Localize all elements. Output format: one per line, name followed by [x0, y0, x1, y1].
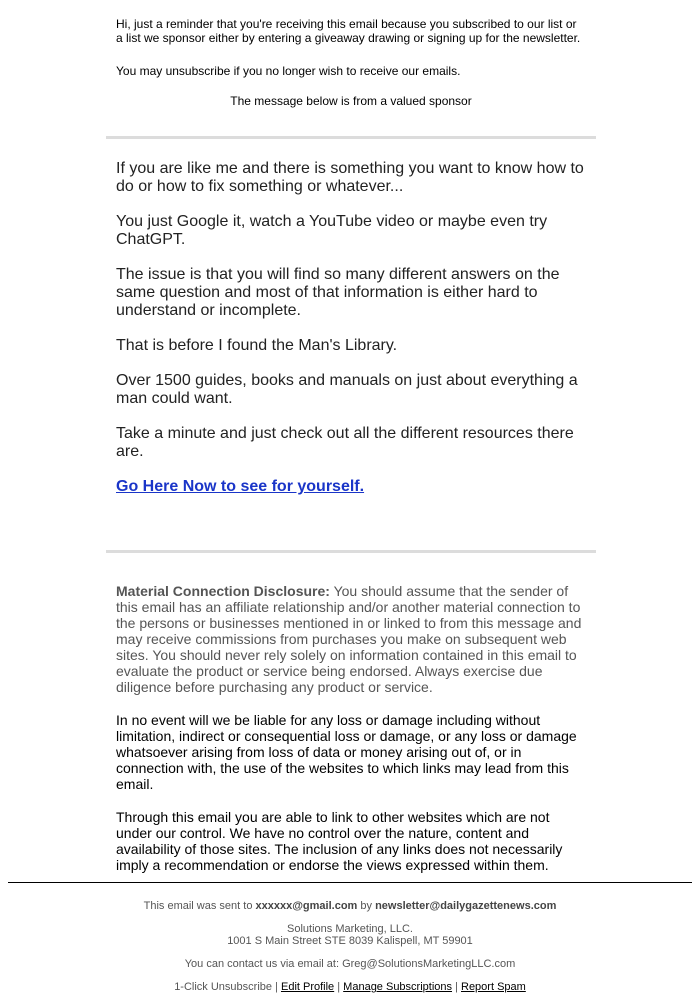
- sponsor-note: The message below is from a valued sponsor: [230, 94, 472, 108]
- separator: |: [452, 981, 461, 993]
- disclosure-paragraph: [116, 583, 586, 695]
- liability-paragraph: In no event will we be liable for any loss or damage including without limitation, indirect or consequential loss or damage, or any loss or damage whatsoever arising from loss of data or money arising out of, or in connection with, the use of the websites to which links may lead from this email.: [116, 712, 577, 792]
- divider: [106, 550, 596, 553]
- message-paragraph: The issue is that you will find so many different answers on the same question and most of that information is either hard to understand or incomplete.: [116, 266, 560, 319]
- sender-email: newsletter@dailygazettenews.com: [375, 900, 557, 912]
- message-paragraph: You just Google it, watch a YouTube video or maybe even try ChatGPT.: [116, 213, 548, 248]
- unsubscribe-note: You may unsubscribe if you no longer wish to receive our emails.: [116, 64, 461, 78]
- message-paragraph: Over 1500 guides, books and manuals on just about everything a man could want.: [116, 372, 578, 407]
- external-links-paragraph: Through this email you are able to link to other websites which are not under our control. We have no control over the nature, content and availability of those sites. The inclusion of any links does not necessarily imply a recommendation or endorse the views expressed within them.: [116, 809, 563, 873]
- disclosure-label: Material Connection Disclosure:: [116, 583, 330, 599]
- separator: |: [334, 981, 344, 993]
- company-info: [0, 923, 700, 947]
- recipient-email: xxxxxx@gmail.com: [255, 900, 358, 912]
- disclosure-text: You should assume that the sender of this email has an affiliate relationship and/or another material connection to the persons or businesses mentioned in or linked to from this message and may receive commissions from purchases you make on subsequent web sites. You should never rely solely on information contained in this email to evaluate the product or service being endorsed. Always exercise due diligence before purchasing any product or service.: [116, 583, 582, 695]
- sponsor-message: [106, 160, 596, 513]
- company-name: Solutions Marketing, LLC.: [287, 923, 413, 935]
- separator: |: [272, 981, 281, 993]
- footer: [0, 900, 700, 1004]
- cta-link[interactable]: Go Here Now to see for yourself.: [116, 478, 365, 495]
- report-spam-link[interactable]: Report Spam: [461, 981, 526, 993]
- reminder-text: Hi, just a reminder that you're receiving this email because you subscribed to our list or a list we sponsor either by entering a giveaway drawing or signing up for the newsletter.: [116, 17, 581, 45]
- message-paragraph: That is before I found the Man's Library.: [116, 337, 398, 354]
- footer-rule: [8, 882, 692, 883]
- sent-info: [0, 900, 700, 912]
- sent-by: by: [357, 900, 376, 912]
- manage-subscriptions-link[interactable]: Manage Subscriptions: [343, 981, 453, 993]
- company-address: 1001 S Main Street STE 8039 Kalispell, MT 59901: [227, 935, 473, 947]
- sent-prefix: This email was sent to: [143, 900, 256, 912]
- disclosure-section: [106, 583, 596, 890]
- intro-section: [106, 17, 596, 127]
- one-click-unsubscribe[interactable]: 1-Click Unsubscribe: [174, 981, 272, 993]
- contact-info: You can contact us via email at: Greg@SolutionsMarketingLLC.com: [184, 958, 516, 970]
- edit-profile-link[interactable]: Edit Profile: [280, 981, 335, 993]
- message-paragraph: Take a minute and just check out all the different resources there are.: [116, 425, 574, 460]
- divider: [106, 136, 596, 139]
- message-paragraph: If you are like me and there is something you want to know how to do or how to fix something or whatever...: [116, 160, 584, 195]
- footer-links: [0, 981, 700, 993]
